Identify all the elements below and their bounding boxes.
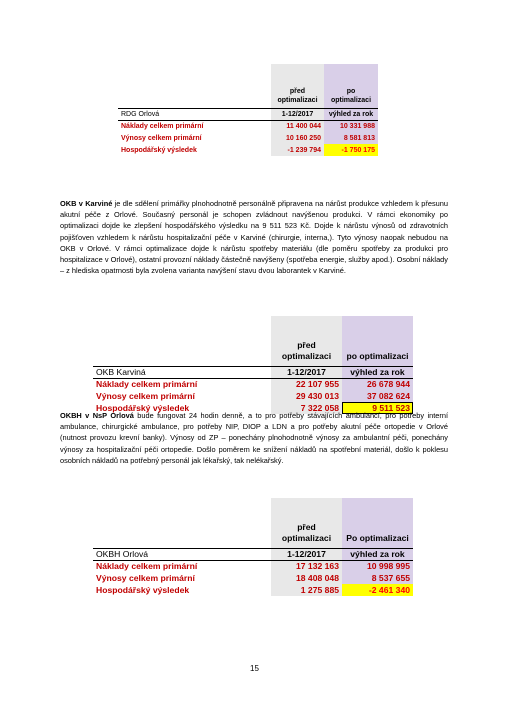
row-label: Výnosy celkem primární (121, 134, 202, 142)
unit-label: OKB Karviná (93, 366, 271, 378)
value-before: 7 322 058 (271, 402, 342, 414)
table-header-row (118, 64, 378, 108)
value-after: 10 998 995 (342, 560, 413, 572)
row-label: Výnosy celkem primární (96, 390, 195, 401)
table-subheader-row (118, 108, 378, 120)
table-row (93, 378, 413, 390)
table-row (118, 132, 378, 144)
paragraph-body: je dle sdělení primářky plnohodnotně personálně připravena na nárůst produkce vzhledem k přesunu akutní péče z Orlové. Současný personál je schopen zvládnout navýšenou produkci. V rámci ekonomiky po optimalizaci dojde ke zlepšení hospodářského výsledku na 9 511 523 Kč. Dojde k nárůstu výnosů od zdravotních pojišťoven vzhledem k nárůstu hospitalizační péče v Karviné (chirurgie, interna,). Tyto výnosy naopak nebudou na OKB v Orlové. V rámci optimalizace dojde k nárůstu spotřeby materiálu (dle poměru spotřeby za produkci pro hospitalizace v Orlové), ostatní provozní náklady částečně navýšeny (spotřeba energie, služby apod.). Osobní náklady – z hlediska opatrnosti byla zvolena varianta navýšení stavu dvou laborantek v Karviné. (60, 199, 448, 276)
table-row (118, 120, 378, 132)
unit-label: OKBH Orlová (93, 548, 271, 560)
value-after: 8 581 813 (324, 132, 378, 144)
value-after: 9 511 523 (342, 402, 413, 414)
header-after: po optimalizaci (342, 316, 413, 366)
value-after: -2 461 340 (342, 584, 413, 596)
row-label: Hospodářský výsledek (96, 402, 190, 413)
row-label: Hospodářský výsledek (96, 584, 190, 595)
row-label: Náklady celkem primární (93, 378, 271, 390)
paragraph-okbh-orlova (60, 410, 448, 466)
table-row (93, 560, 413, 572)
paragraph-lead: OKB v Karviné (60, 199, 113, 208)
row-label: Hospodářský výsledek (121, 146, 197, 154)
value-before: -1 239 794 (271, 144, 324, 156)
table-row (93, 390, 413, 402)
table-okb-karvina (93, 316, 413, 414)
table-row (118, 144, 378, 156)
period-label: 1-12/2017 (271, 108, 324, 120)
paragraph-lead: OKBH v NsP Orlová (60, 411, 134, 420)
header-after: po optimalizaci (324, 64, 378, 108)
row-label: Náklady celkem primární (118, 120, 271, 132)
period-label: 1-12/2017 (271, 366, 342, 378)
table-rdg-orlova (118, 64, 378, 156)
table-okbh-orlova (93, 498, 413, 596)
table-header-row (93, 316, 413, 366)
value-after: 10 331 988 (324, 120, 378, 132)
value-after: 37 082 624 (342, 390, 413, 402)
period-label: 1-12/2017 (271, 548, 342, 560)
table-row (93, 584, 413, 596)
outlook-label: výhled za rok (342, 366, 413, 378)
value-before: 1 275 885 (271, 584, 342, 596)
value-after: 26 678 944 (342, 378, 413, 390)
table-header-row (93, 498, 413, 548)
row-label: Výnosy celkem primární (96, 572, 195, 583)
header-after: Po optimalizaci (342, 498, 413, 548)
table-subheader-row (93, 366, 413, 378)
outlook-label: výhled za rok (324, 108, 378, 120)
unit-label: RDG Orlová (118, 108, 271, 120)
value-before: 11 400 044 (271, 120, 324, 132)
value-before: 18 408 048 (271, 572, 342, 584)
table-row (93, 572, 413, 584)
header-before: před optimalizaci (271, 316, 342, 366)
page-number: 15 (250, 664, 259, 673)
value-after: -1 750 175 (324, 144, 378, 156)
row-label: Náklady celkem primární (93, 560, 271, 572)
outlook-label: výhled za rok (342, 548, 413, 560)
value-before: 29 430 013 (271, 390, 342, 402)
value-after: 8 537 655 (342, 572, 413, 584)
table-subheader-row (93, 548, 413, 560)
value-before: 10 160 250 (271, 132, 324, 144)
paragraph-body: bude fungovat 24 hodin denně, a to pro potřeby stávajících ambulancí, pro potřeby interní ambulance, chirurgické ambulance, pro potřeby NIP, DIOP a LDN a pro potřeby akutní péče ortopedie v Orlové (nutnost provozu krevní banky). Výnosy od ZP – ponechány plnohodnotně výnosy za ambulantní péči, ponechány výnosy za hospitalizační péči ortopedie. Došlo poměrem ke snížení nákladů na spotřební materiál, došlo k poklesu osobních nákladů na potřebný personál jak lékařský, tak nelékařský. (60, 411, 448, 465)
value-before: 22 107 955 (271, 378, 342, 390)
header-before: před optimalizaci (271, 498, 342, 548)
value-before: 17 132 163 (271, 560, 342, 572)
paragraph-okb-karvina (60, 198, 448, 276)
header-before: před optimalizaci (271, 64, 324, 108)
